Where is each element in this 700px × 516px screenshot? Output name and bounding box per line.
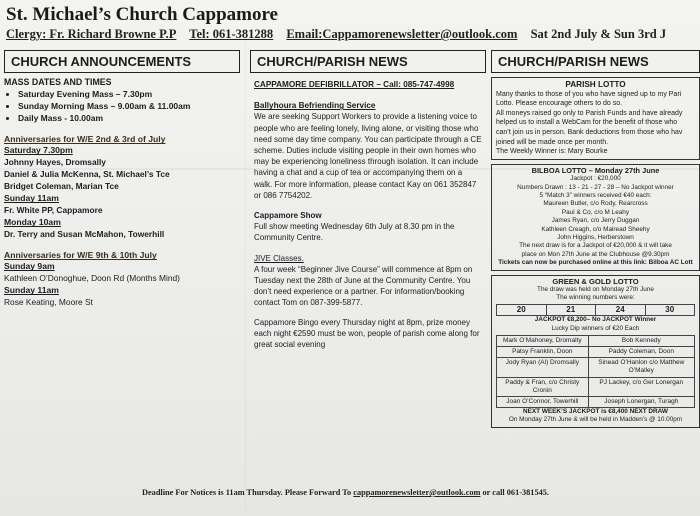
parish-news-heading: CHURCH/PARISH NEWS [250, 50, 486, 73]
defibrillator-notice: CAPPAMORE DEFIBRILLATOR – Call: 085-747-4998 [254, 80, 455, 89]
show-heading: Cappamore Show [254, 211, 322, 221]
table-row [497, 377, 695, 396]
winning-number: 24 [596, 305, 646, 315]
mass-time-item: • Sunday Morning Mass – 9.00am & 11.00am [18, 100, 240, 112]
parish-news-column [250, 50, 486, 350]
clergy-label: Clergy: Fr. Richard Browne P.P [6, 27, 177, 41]
show-text: Full show meeting Wednesday 6th July at 8.30 pm in the Community Centre. [254, 222, 455, 243]
mass-times-list [4, 88, 240, 124]
jive-heading: JIVE Classes. [254, 253, 304, 263]
table-row [497, 358, 695, 377]
winner-cell: Sinead O’Hanlon c/o Matthew O’Malley [588, 358, 694, 377]
winner-cell: Bob Kennedy [588, 335, 694, 346]
winner-cell: PJ Lackey, c/o Ger Lonergan [588, 377, 694, 396]
telephone: Tel: 061-381288 [189, 27, 274, 41]
lotto-line: Lotto. Please encourage others to do so. [496, 100, 623, 108]
anniversary-time: Sunday 9am [4, 261, 55, 272]
paper-fold [245, 40, 246, 510]
anniversary-name: Kathleen O’Donoghue, Doon Rd (Months Mind) [4, 273, 180, 284]
numbers-label: The winning numbers were: [556, 294, 635, 302]
anniversary-name: Johnny Hayes, Dromsally [4, 157, 106, 168]
anniversary-time: Saturday 7.30pm [4, 145, 73, 156]
bilboa-line: place on Mon 27th June at the Clubhouse @9.30pm [521, 250, 670, 258]
lotto-line: can’t join us in person. Bank deductions from those who hav [496, 128, 683, 136]
lotto-line: joined will be made once per month. [496, 138, 609, 146]
lucky-dip-table [496, 335, 695, 408]
parish-lotto-box [491, 77, 700, 160]
anniversary-name: Daniel & Julia McKenna, St. Michael’s Tce [4, 169, 170, 180]
footer-email-link[interactable]: cappamorenewsletter@outlook.com [353, 488, 481, 497]
green-gold-lotto-box [491, 275, 700, 428]
mass-time-item: • Saturday Evening Mass – 7.30pm [18, 88, 240, 100]
mass-time-item: • Daily Mass - 10.00am [18, 112, 240, 124]
befriending-text: We are seeking Support Workers to provide a listening voice to people who are feeling lonely, living alone, or visiting those who need some day time company. You can participate through a CE scheme. Duties include visiting people in their own homes who may be experiencing loneliness through isolation. It can include having a chat and a cup of tea or accompanying them on a walk. For more information, please contact Kay on 061 352847 or 086 7754202. [254, 112, 482, 200]
footer-text: or call 061-381545. [482, 488, 549, 497]
bilboa-line: James Ryan, c/o Jerry Duggan [551, 217, 640, 225]
bilboa-line: The next draw is for a Jackpot of €20,000 & it will take [519, 242, 672, 250]
anniversary-time: Monday 10am [4, 217, 61, 228]
announcements-column [4, 50, 240, 308]
bilboa-line: Numbers Drawn : 13 - 21 - 27 - 28 – No Jackpot winner [517, 183, 674, 191]
anniversary-time: Sunday 11am [4, 285, 59, 296]
bilboa-line: Kathleen Creagh, c/o Mairead Sheehy [541, 225, 650, 233]
lotto-line: helped us to install a WebCam for the benefit of those who [496, 119, 678, 127]
newsletter-title: St. Michael’s Church Cappamore [6, 4, 278, 25]
parish-lotto-title: PARISH LOTTO [565, 80, 626, 89]
winner-cell: Joan O’Connor, Towerhill [497, 397, 589, 408]
jackpot-status: JACKPOT €8,200– No JACKPOT Winner [534, 316, 657, 324]
winning-number: 21 [547, 305, 597, 315]
winner-cell: Paddy & Fran, c/o Christy Cronin [497, 377, 589, 396]
jive-text: A four week “Beginner Jive Course” will commence at 8pm on Tuesday next the 28th of June at the Community Centre. You don’t need experience or a partner. For information/booking contact Tom on 087-399-5877. [254, 264, 473, 308]
winner-cell: Jody Ryan (Al) Dromsally [497, 358, 589, 377]
bilboa-line: Maureen Butler, c/o Rody, Rearcross [543, 200, 648, 208]
winner-cell: Paddy Coleman, Doon [588, 347, 694, 358]
anniversary-name: Fr. White PP, Cappamore [4, 205, 103, 216]
winner-cell: Mark O’Mahoney, Dromalty [497, 335, 589, 346]
masthead-contact-row [6, 27, 700, 42]
next-draw-when: On Monday 27th June & will be held in Madden’s @ 10.00pm [508, 416, 683, 424]
bingo-text: Cappamore Bingo every Thursday night at 8pm, prize money each night €2590 must be won, people of parish come along for great social evening [254, 317, 480, 350]
right-news-column [491, 50, 700, 428]
winning-number: 30 [665, 305, 675, 315]
announcements-heading: CHURCH ANNOUNCEMENTS [4, 50, 240, 73]
issue-dates: Sat 2nd July & Sun 3rd J [530, 27, 667, 41]
bilboa-line: 5 “Match 3” winners received €40 each: [539, 191, 652, 199]
table-row [497, 397, 695, 408]
table-row [497, 347, 695, 358]
bilboa-line: Paul & Co, c/o M Leahy [561, 208, 630, 216]
winner-cell: Joseph Lonergan, Turagh [588, 397, 694, 408]
weekly-winner: The Weekly Winner is: Mary Bourke [496, 148, 608, 156]
lucky-dip-label: Lucky Dip winners of €20 Each [551, 324, 640, 332]
right-news-heading: CHURCH/PARISH NEWS [491, 50, 700, 73]
table-row [497, 335, 695, 346]
draw-held: The draw was held on Monday 27th June [537, 285, 654, 293]
next-jackpot: NEXT WEEK’S JACKPOT is €8,400 NEXT DRAW [523, 408, 668, 416]
deadline-footer [142, 488, 549, 497]
anniversaries-heading: Anniversaries for W/E 9th & 10th July [4, 250, 157, 261]
befriending-heading: Ballyhoura Befriending Service [254, 101, 376, 111]
anniversary-time: Sunday 11am [4, 193, 59, 204]
winner-cell: Patsy Franklin, Doon [497, 347, 589, 358]
anniversary-name: Bridget Coleman, Marian Tce [4, 181, 119, 192]
bilboa-line: John Higgins, Herberstown [557, 234, 634, 241]
bilboa-line: Tickets can now be purchased online at this link: Bilboa AC Lott [498, 259, 693, 267]
bilboa-line: Jackpot : €20,000 [570, 175, 621, 183]
lotto-line: All moneys raised go only to Parish Funds and have already [496, 109, 683, 117]
anniversaries-heading: Anniversaries for W/E 2nd & 3rd of July [4, 134, 166, 145]
winning-numbers [496, 304, 695, 316]
footer-text: Deadline For Notices is 11am Thursday. Please Forward To [142, 488, 352, 497]
bilboa-lotto-box [491, 164, 700, 271]
lotto-line: Many thanks to those of you who have signed up to my Pari [496, 90, 682, 98]
anniversary-name: Rose Keating, Moore St [4, 297, 93, 308]
winning-number: 20 [497, 305, 547, 315]
anniversary-name: Dr. Terry and Susan McMahon, Towerhill [4, 229, 165, 240]
green-gold-title: GREEN & GOLD LOTTO [552, 276, 639, 286]
mass-times-heading: MASS DATES AND TIMES [4, 77, 112, 87]
email-address: Email:Cappamorenewsletter@outlook.com [286, 27, 518, 41]
bilboa-lotto-title: BILBOA LOTTO – Monday 27th June [531, 165, 660, 175]
